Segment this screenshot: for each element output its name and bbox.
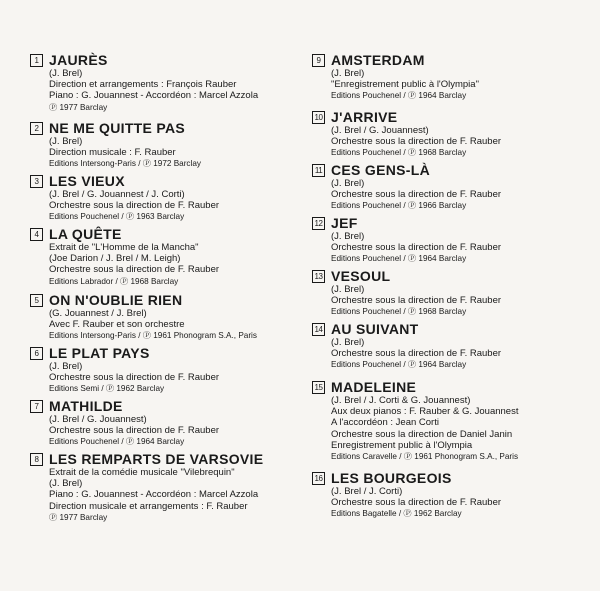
track-credit-line: (G. Jouannest / J. Brel) [49,308,147,319]
track-credit-line: Editions Labrador / Ⓟ 1968 Barclay [49,276,179,286]
track-title: AMSTERDAM [331,52,425,68]
track-credit-line: (J. Brel) [331,178,365,189]
track-title: VESOUL [331,268,391,284]
track-title: MADELEINE [331,379,417,395]
track-title: JEF [331,215,358,231]
track-credit-line: Editions Pouchenel / Ⓟ 1964 Barclay [331,91,467,101]
track-credit-line: (J. Brel / J. Corti) [331,486,403,497]
track-credit-line: (J. Brel / G. Jouannest) [331,125,429,136]
track-entry [30,173,219,223]
track-entry [312,109,501,159]
track-credit-line: (J. Brel) [331,284,365,295]
track-number: 5 [30,294,43,307]
track-credit-line: (J. Brel / G. Jouannest / J. Corti) [49,189,185,200]
track-credit-line: Direction musicale et arrangements : F. Rauber [49,500,248,512]
track-credit-line: Piano : G. Jouannest - Accordéon : Marcel Azzola [49,489,259,501]
track-title: J'ARRIVE [331,109,398,125]
track-number: 3 [30,175,43,188]
track-credit-line: Direction musicale : F. Rauber [49,147,176,159]
track-number: 2 [30,122,43,135]
track-credit-line: Orchestre sous la direction de F. Rauber [49,372,220,384]
track-number: 8 [30,453,43,466]
track-credit-line: (J. Brel) [49,136,83,147]
track-credit-line: (Joe Darion / J. Brel / M. Leigh) [49,253,181,265]
track-credit-line: Extrait de "L'Homme de la Mancha" [49,242,199,253]
track-entry [312,470,501,520]
track-credit-line: Orchestre sous la direction de F. Rauber [331,295,502,307]
track-title: LA QUÊTE [49,226,122,242]
track-title: AU SUIVANT [331,321,419,337]
track-number: 12 [312,217,325,230]
track-title: LES VIEUX [49,173,125,189]
track-entry [312,215,501,265]
track-entry [30,398,219,448]
track-number: 1 [30,54,43,67]
track-credit-line: (J. Brel) [331,68,365,79]
track-credit-line: Orchestre sous la direction de Daniel Janin [331,428,513,440]
track-credit-line: Editions Pouchenel / Ⓟ 1968 Barclay [331,148,467,158]
track-number: 10 [312,111,325,124]
track-credit-line: Editions Intersong-Paris / Ⓟ 1972 Barclay [49,159,201,169]
track-entry [30,292,257,342]
track-title: ON N'OUBLIE RIEN [49,292,183,308]
track-credit-line: Editions Pouchenel / Ⓟ 1966 Barclay [331,201,467,211]
track-entry [30,451,263,523]
track-credit-line: (J. Brel) [49,68,83,79]
track-number: 14 [312,323,325,336]
track-number: 16 [312,472,325,485]
track-credit-line: Aux deux pianos : F. Rauber & G. Jouannest [331,406,519,418]
track-credit-line: Ⓟ 1977 Barclay [49,512,108,522]
track-title: LE PLAT PAYS [49,345,150,361]
track-credit-line: Enregistrement public à l'Olympia [331,439,473,451]
track-credit-line: Orchestre sous la direction de F. Rauber [331,136,502,148]
track-number: 13 [312,270,325,283]
track-credit-line: Orchestre sous la direction de F. Rauber [49,425,220,437]
track-credit-line: (J. Brel / G. Jouannest) [49,414,147,425]
track-credit-line: Orchestre sous la direction de F. Rauber [49,264,220,276]
track-credit-line: Orchestre sous la direction de F. Rauber [49,200,220,212]
track-title: MATHILDE [49,398,123,414]
track-credit-line: "Enregistrement public à l'Olympia" [331,79,479,91]
track-credit-line: Orchestre sous la direction de F. Rauber [331,348,502,360]
track-number: 15 [312,381,325,394]
track-title: JAURÈS [49,52,108,68]
track-credit-line: Orchestre sous la direction de F. Rauber [331,189,502,201]
track-credit-line: Direction et arrangements : François Rauber [49,79,237,91]
track-entry [30,52,258,113]
track-title: NE ME QUITTE PAS [49,120,185,136]
track-credit-line: Orchestre sous la direction de F. Rauber [331,242,502,254]
track-credit-line: Ⓟ 1977 Barclay [49,102,108,112]
track-title: LES BOURGEOIS [331,470,452,486]
track-entry [312,321,501,371]
track-entry [30,120,201,170]
track-credit-line: Orchestre sous la direction de F. Rauber [331,497,502,509]
track-title: LES REMPARTS DE VARSOVIE [49,451,264,467]
track-number: 4 [30,228,43,241]
track-credit-line: Editions Pouchenel / Ⓟ 1964 Barclay [331,254,467,264]
track-credit-line: (J. Brel / J. Corti & G. Jouannest) [331,395,471,406]
track-credit-line: Editions Pouchenel / Ⓟ 1964 Barclay [49,437,185,447]
track-credit-line: (J. Brel) [49,361,83,372]
track-credit-line: (J. Brel) [331,231,365,242]
track-credit-line: Editions Semi / Ⓟ 1962 Barclay [49,384,165,394]
track-credit-line: Editions Pouchenel / Ⓟ 1968 Barclay [331,307,467,317]
track-number: 9 [312,54,325,67]
track-entry [312,52,479,102]
track-number: 11 [312,164,325,177]
track-entry [312,268,501,318]
track-entry [30,226,219,287]
track-entry [30,345,219,395]
track-credit-line: Editions Pouchenel / Ⓟ 1964 Barclay [331,360,467,370]
track-credit-line: Editions Bagatelle / Ⓟ 1962 Barclay [331,509,462,519]
track-credit-line: A l'accordéon : Jean Corti [331,417,439,429]
track-credit-line: Editions Pouchenel / Ⓟ 1963 Barclay [49,212,185,222]
track-entry [312,162,501,212]
track-entry [312,379,518,462]
track-credit-line: Piano : G. Jouannest - Accordéon : Marcel Azzola [49,90,259,102]
track-title: CES GENS-LÀ [331,162,430,178]
track-credit-line: Editions Caravelle / Ⓟ 1961 Phonogram S.A., Paris [331,452,519,462]
track-credit-line: (J. Brel) [331,337,365,348]
track-credit-line: Editions Intersong-Paris / Ⓟ 1961 Phonogram S.A., Paris [49,331,257,341]
track-credit-line: Avec F. Rauber et son orchestre [49,319,185,331]
track-number: 7 [30,400,43,413]
track-credit-line: (J. Brel) [49,478,83,490]
track-credit-line: Extrait de la comédie musicale "Vilebrequin" [49,467,235,478]
track-number: 6 [30,347,43,360]
